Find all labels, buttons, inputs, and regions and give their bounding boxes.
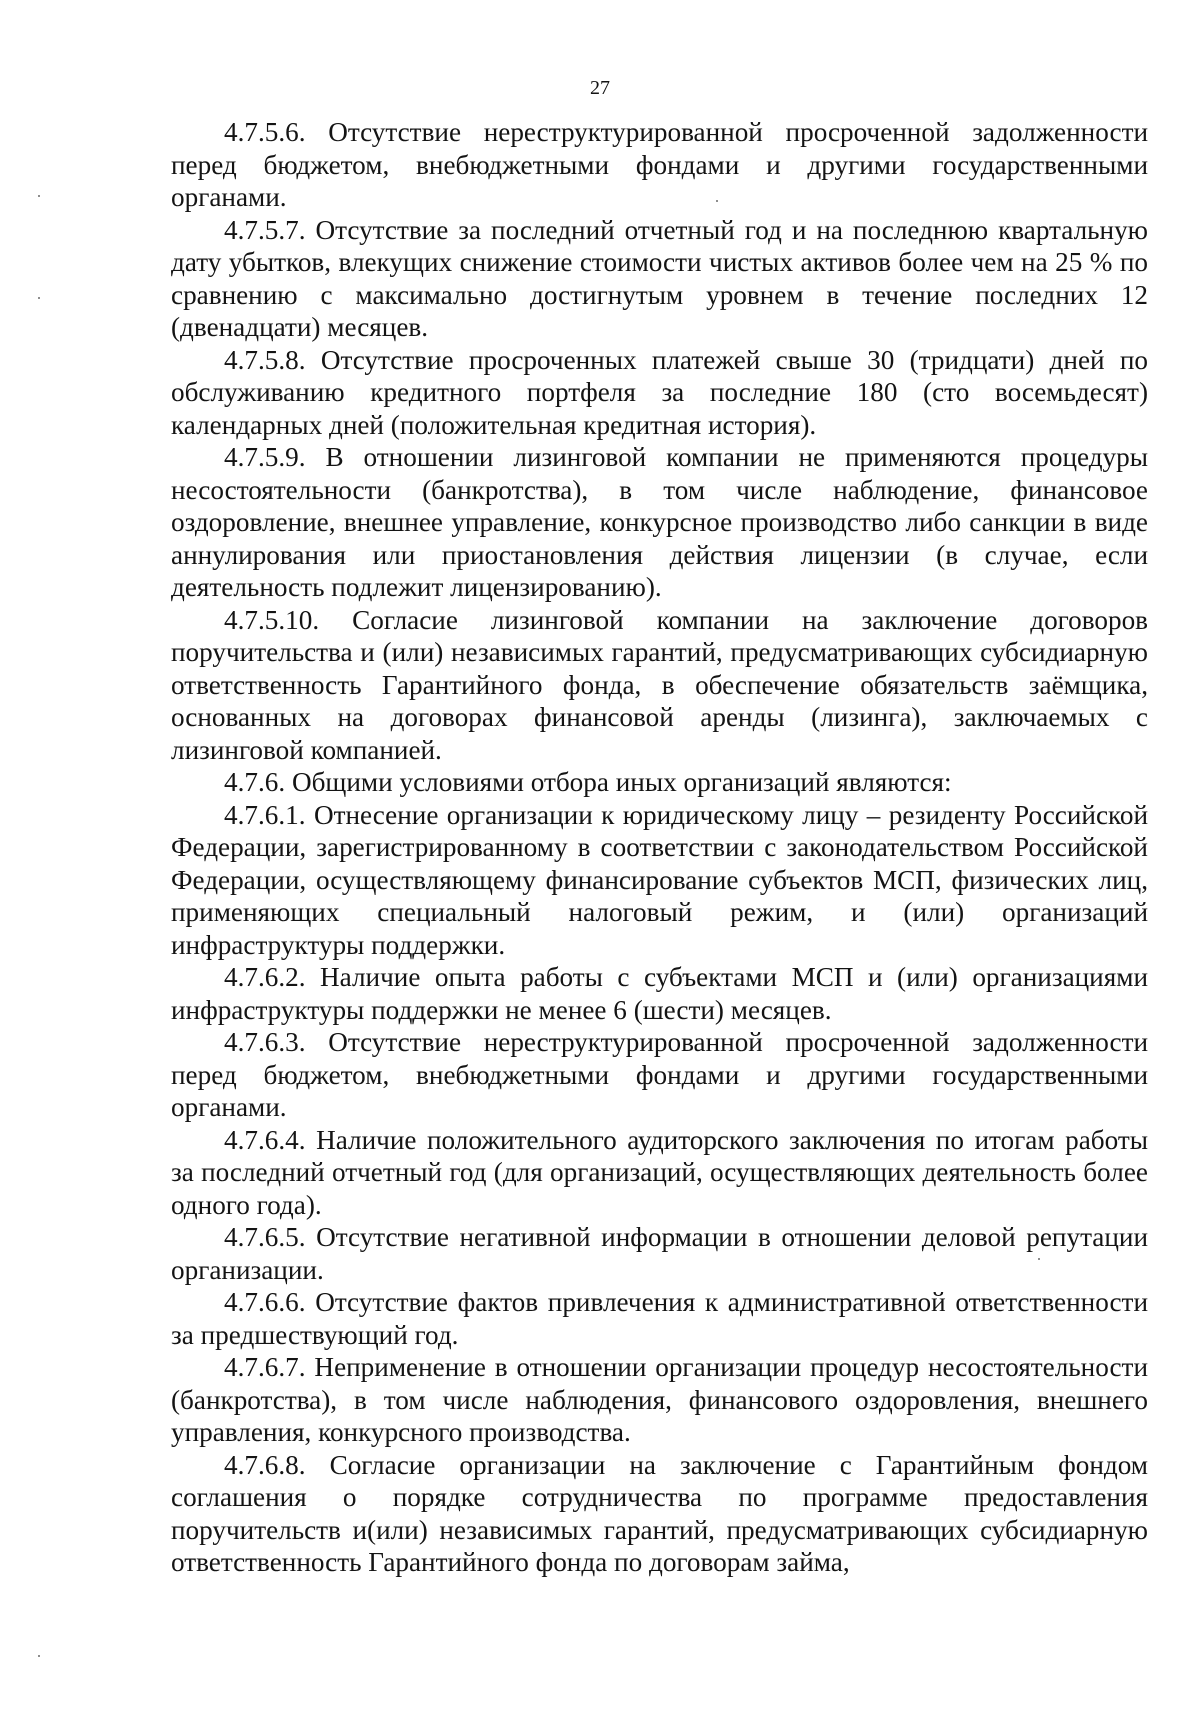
clause-4-7-6-4: 4.7.6.4. Наличие положительного аудиторского заключения по итогам работы за последний отчетный год (для организаций, осуществляющих деятельность более одного года). bbox=[171, 1124, 1148, 1220]
clause-4-7-5-8: 4.7.5.8. Отсутствие просроченных платежей свыше 30 (тридцати) дней по обслуживанию кредитного портфеля за последние 180 (сто восемьдесят) календарных дней (положительная кредитная история). bbox=[171, 344, 1148, 440]
scan-speck bbox=[1038, 1258, 1040, 1260]
scan-speck bbox=[716, 200, 718, 202]
clause-4-7-6: 4.7.6. Общими условиями отбора иных организаций являются: bbox=[224, 767, 952, 797]
document-body bbox=[171, 116, 1148, 1579]
scan-speck bbox=[38, 195, 40, 197]
scan-speck bbox=[38, 297, 40, 299]
clause-4-7-5-9: 4.7.5.9. В отношении лизинговой компании не применяются процедуры несостоятельности (банкротства), в том числе наблюдение, финансовое оздоровление, внешнее управление, конкурсное производство либо санкции в виде аннулирования или приостановления действия лицензии (в случае, если деятельность подлежит лицензированию). bbox=[171, 442, 1148, 602]
clause-4-7-6-1: 4.7.6.1. Отнесение организации к юридическому лицу – резиденту Российской Федерации, зарегистрированному в соответствии с законодательством Российской Федерации, осуществляющему финансирование субъектов МСП, физических лиц, применяющих специальный налоговый режим, и (или) организаций инфраструктуры поддержки. bbox=[171, 799, 1148, 960]
clause-4-7-6-3: 4.7.6.3. Отсутствие нереструктурированной просроченной задолженности перед бюджетом, внебюджетными фондами и другими государственными органами. bbox=[171, 1027, 1148, 1122]
scan-speck bbox=[38, 1655, 40, 1657]
clause-4-7-6-7: 4.7.6.7. Неприменение в отношении организации процедур несостоятельности (банкротства), в том числе наблюдения, финансового оздоровления, внешнего управления, конкурсного производства. bbox=[171, 1352, 1148, 1447]
clause-4-7-5-10: 4.7.5.10. Согласие лизинговой компании на заключение договоров поручительства и (или) независимых гарантий, предусматривающих субсидиарную ответственность Гарантийного фонда, в обеспечение обязательств заёмщика, основанных на договорах финансовой аренды (лизинга), заключаемых с лизинговой компанией. bbox=[171, 604, 1148, 765]
clause-4-7-6-2: 4.7.6.2. Наличие опыта работы с субъектами МСП и (или) организациями инфраструктуры поддержки не менее 6 (шести) месяцев. bbox=[171, 962, 1148, 1025]
clause-4-7-6-6: 4.7.6.6. Отсутствие фактов привлечения к административной ответственности за предшествующий год. bbox=[171, 1287, 1148, 1350]
page-number: 27 bbox=[590, 77, 610, 99]
clause-4-7-6-5: 4.7.6.5. Отсутствие негативной информации в отношении деловой репутации организации. bbox=[171, 1222, 1148, 1285]
clause-4-7-6-8: 4.7.6.8. Согласие организации на заключение с Гарантийным фондом соглашения о порядке сотрудничества по программе предоставления поручительств и(или) независимых гарантий, предусматривающих субсидиарную ответственность Гарантийного фонда по договорам займа, bbox=[171, 1449, 1148, 1577]
clause-4-7-5-6: 4.7.5.6. Отсутствие нереструктурированной просроченной задолженности перед бюджетом, внебюджетными фондами и другими государственными органами. bbox=[171, 117, 1148, 212]
clause-4-7-5-7: 4.7.5.7. Отсутствие за последний отчетный год и на последнюю квартальную дату убытков, влекущих снижение стоимости чистых активов более чем на 25 % по сравнению с максимально достигнутым уровнем в течение последних 12 (двенадцати) месяцев. bbox=[171, 214, 1148, 342]
